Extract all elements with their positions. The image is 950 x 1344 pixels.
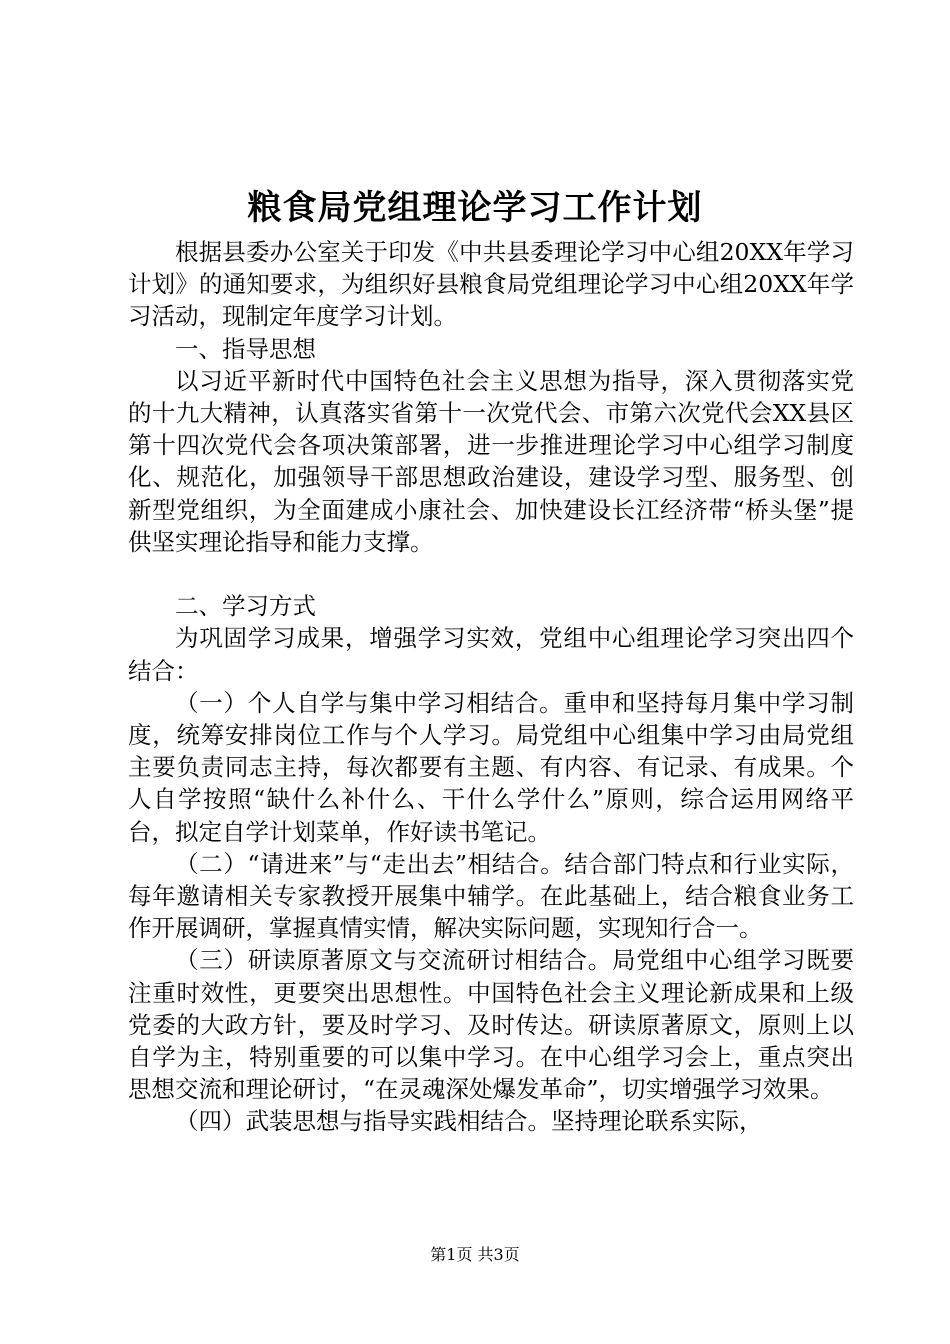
intro-paragraph: 根据县委办公室关于印发《中共县委理论学习中心组20XX年学习计划》的通知要求，为组织好县粮食局党组理论学习中心组20XX年学习活动，现制定年度学习计划。 bbox=[128, 238, 854, 331]
method-item-2-paragraph: （二）“请进来”与“走出去”相结合。结合部门特点和行业实际，每年邀请相关专家教授开展集中辅学。在此基础上，结合粮食业务工作开展调研，掌握真情实情，解决实际问题，实现知行合一。 bbox=[128, 849, 854, 943]
page-footer: 第1页 共3页 bbox=[430, 1245, 520, 1264]
method-item-3-paragraph: （三）研读原著原文与交流研讨相结合。局党组中心组学习既要注重时效性，更要突出思想性。中国特色社会主义理论新成果和上级党委的大政方针，要及时学习、及时传达。研读原著原文，原则上以自学为主，特别重要的可以集中学习。在中心组学习会上，重点突出思想交流和理论研讨，“在灵魂深处爆发革命”，切实增强学习效果。 bbox=[128, 946, 854, 1104]
study-method-intro-paragraph: 为巩固学习成果，增强学习实效，党组中心组理论学习突出四个结合： bbox=[128, 624, 854, 685]
section-heading-guiding-thought: 一、指导思想 bbox=[175, 334, 316, 363]
document-body bbox=[128, 236, 854, 1138]
document-title: 粮食局党组理论学习工作计划 bbox=[247, 188, 703, 228]
method-item-1-paragraph: （一）个人自学与集中学习相结合。重申和坚持每月集中学习制度，统筹安排岗位工作与个人学习。局党组中心组集中学习由局党组主要负责同志主持，每次都要有主题、有内容、有记录、有成果。个人自学按照“缺什么补什么、干什么学什么”原则，综合运用网络平台，拟定自学计划菜单，作好读书笔记。 bbox=[128, 688, 854, 846]
guiding-thought-paragraph: 以习近平新时代中国特色社会主义思想为指导，深入贯彻落实党的十九大精神，认真落实省第十一次党代会、市第六次党代会XX县区第十四次党代会各项决策部署，进一步推进理论学习中心组学习制度化、规范化，加强领导干部思想政治建设，建设学习型、服务型、创新型党组织，为全面建成小康社会、加快建设长江经济带“桥头堡”提供坚实理论指导和能力支撑。 bbox=[128, 366, 854, 556]
section-heading-study-method: 二、学习方式 bbox=[175, 592, 316, 621]
method-item-4-paragraph: （四）武装思想与指导实践相结合。坚持理论联系实际， bbox=[175, 1107, 763, 1136]
